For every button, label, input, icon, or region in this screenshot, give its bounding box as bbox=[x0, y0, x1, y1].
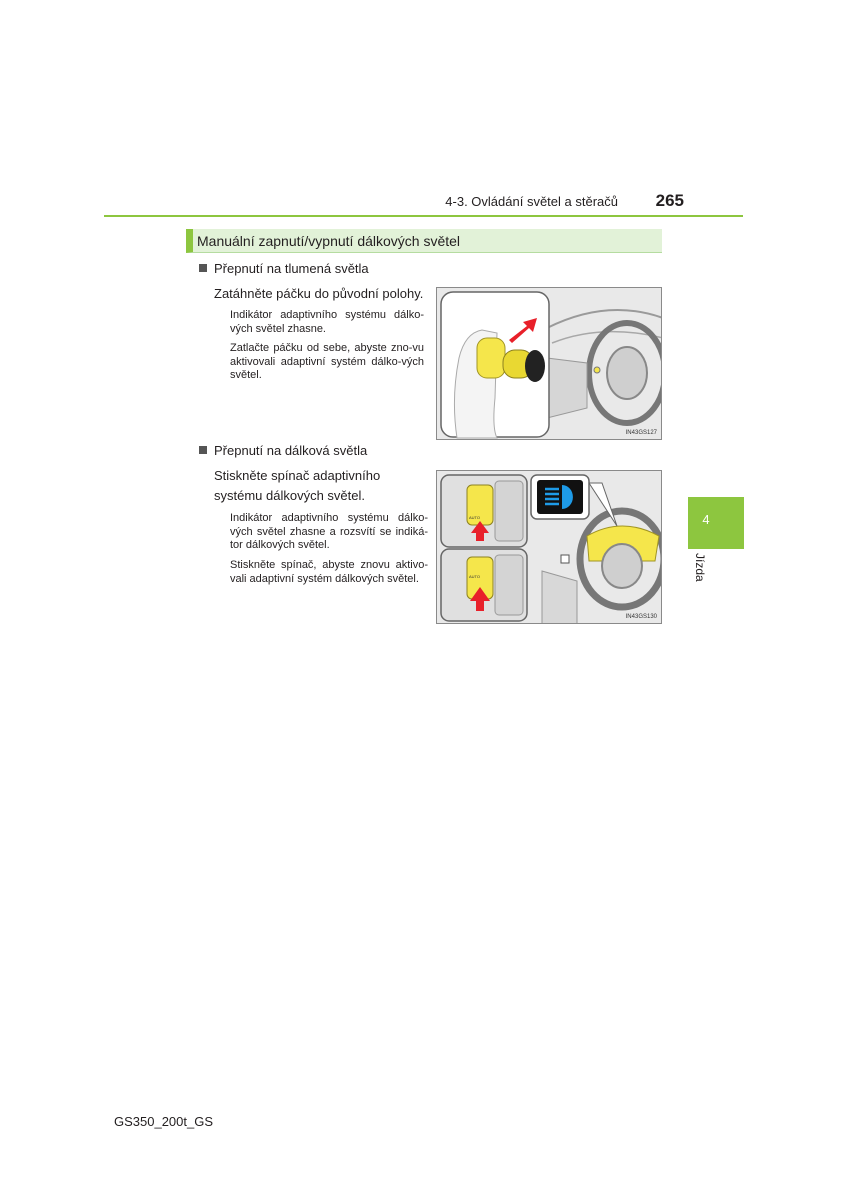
section-title: Manuální zapnutí/vypnutí dálkových světel bbox=[197, 233, 461, 249]
bullet-square-icon bbox=[199, 264, 207, 272]
switch-label-lower: AUTO bbox=[469, 574, 481, 579]
low-beam-heading-text: Přepnutí na tlumená světla bbox=[214, 261, 369, 276]
low-beam-note-1: Indikátor adaptivního systému dálko-vých světel zhasne. bbox=[230, 309, 424, 335]
figure-code-high-beam: IN43GS130 bbox=[625, 614, 657, 620]
running-header-title: 4-3. Ovládání světel a stěračů bbox=[445, 194, 618, 209]
switch-illustration bbox=[436, 470, 662, 624]
page-number: 265 bbox=[655, 191, 684, 210]
high-beam-heading-text: Přepnutí na dálková světla bbox=[214, 443, 368, 458]
chapter-label: Jízda bbox=[693, 553, 707, 582]
switch-label-upper: AUTO bbox=[469, 515, 481, 520]
high-beam-note-2: Stiskněte spínač, abyste znovu aktivo-vali adaptivní systém dálkových světel. bbox=[230, 559, 428, 585]
footer-model: GS350_200t_GS bbox=[114, 1114, 214, 1129]
low-beam-instruction: Zatáhněte páčku do původní polohy. bbox=[214, 286, 424, 301]
high-beam-heading bbox=[199, 443, 367, 458]
bullet-square-icon bbox=[199, 446, 207, 454]
lever-illustration-svg bbox=[437, 288, 662, 440]
high-beam-instruction: Stiskněte spínač adaptivního systému dálkových světel. bbox=[214, 468, 381, 503]
high-beam-note-1: Indikátor adaptivního systému dálko-vých světel zhasne a rozsvítí se indiká-tor dálkových světel. bbox=[230, 512, 428, 551]
header-rule bbox=[104, 215, 743, 217]
lever-illustration bbox=[436, 287, 662, 440]
low-beam-note-2: Zatlačte páčku od sebe, abyste zno-vu aktivovali adaptivní systém dálko-vých světel. bbox=[230, 342, 424, 381]
switch-illustration-svg bbox=[437, 471, 662, 624]
low-beam-heading bbox=[199, 261, 369, 276]
chapter-number: 4 bbox=[702, 512, 710, 527]
figure-code-low-beam: IN43GS127 bbox=[625, 430, 657, 436]
